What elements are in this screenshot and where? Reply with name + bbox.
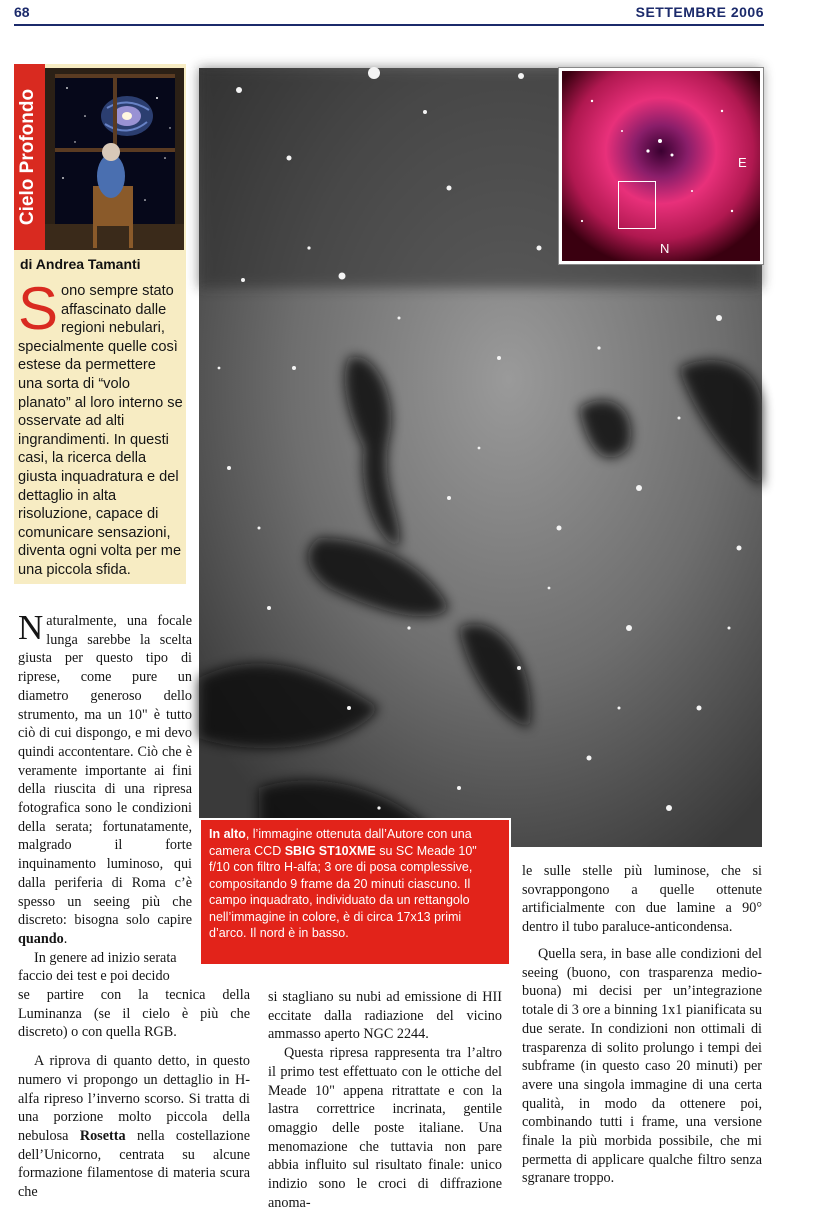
rosette-nebula-color-image [562,71,760,261]
header-rule [14,24,764,26]
photo-caption [199,818,511,966]
north-label: N [660,241,670,256]
column-3-top [522,862,762,937]
issue-date: SETTEMBRE 2006 [635,4,764,20]
east-label: E [738,155,747,170]
intro-sidebar [14,64,186,584]
body-paragraph-2-cont: se partire con la tecnica della Luminanza (se il cielo è più che discreto) o con quella RGB. [18,987,250,1041]
body-paragraph-5: Questa ripresa rappresenta tra l’altro il primo test effettuato con le ottiche del Meade 10" appena ritrattate e con la lastra correttrice incrinata, gentile omaggio delle poste italiane. Una menomazione che tuttavia non pare abbia influito sul risultato finale: unico indizio sono le croci di diffrazione anoma- [268,1045,502,1211]
body-initial: N [18,608,44,647]
column-1 [18,608,192,986]
caption-text-2: su SC Meade 10" f/10 con filtro H-alfa; 3 ore di posa complessive, compositando 9 frame da 20 minuti ciascuno. Il campo inquadrato, individuato da un rettangolo nell’immagine in colore, è di circa 17x13 primi d’arco. Il nord è in basso. [209,843,477,940]
body-paragraph-7: Quella sera, in base alle condizioni del seeing (buono, con trasparenza medio-buona) mi decisi per un’integrazione totale di 3 ore a binning 1x1 pianificata su due serate. In condizioni non ottimali di trasparenza di solito prolungo i tempi dei subframe (in questo caso 20 minuti) per avere una singola immagine di una certa qualità, in modo da ottenere poi, combinando tutti i frame, una versione finale la più morbida possibile, che mi permetta di applicare qualche filtro senza sgranare troppo. [522,946,762,1187]
caption-camera: SBIG ST10XME [284,843,376,858]
intro-dropcap: S [18,275,59,342]
intro-text: ono sempre stato affascinato dalle regioni nebulari, specialmente quelle così estese da permettere una sorta di “volo planato” al loro interno se osservate ad alti ingrandimenti. In questi casi, la ricerca della giusta inquadratura e del dettaglio in alta risoluzione, capace di comunicare sensazioni, diventa ogni volta per me una piccola sfida. [18,283,183,578]
field-of-view-rectangle [618,181,656,229]
body-paragraph-6: le sulle stelle più luminose, che si sovrappongono a quelle ottenute artificialmente con due lamine a 90° dentro il tubo paraluce-anticondensa. [522,863,762,936]
intro-paragraph [18,275,184,580]
page-header [14,0,764,26]
body-paragraph-3: A riprova di quanto detto, in questo numero vi propongo un dettaglio in H-alfa ripreso l’inverno scorso. Si tratta di una porzione molto piccola della nebulosa Rosetta nella costellazione dell’Unicorno, centrata su alcune formazione filamentose di materia scura che [18,1053,250,1201]
caption-lead: In alto [209,827,246,841]
page-number: 68 [14,4,30,20]
rubric-illustration [45,68,184,250]
author-byline: di Andrea Tamanti [20,256,141,272]
column-2 [268,988,502,1212]
column-3 [522,945,762,1188]
body-paragraph-1: Naturalmente, una focale lunga sarebbe la scelta giusta per questo tipo di riprese, come pure un diametro generoso dello strumento, ma un 10" è tutto ciò di cui dispongo, e mi devo quindi accontentare. Ciò che è veramente importante ai fini della riuscita di una ripresa fotografica sono le condizioni della serata; fortunatamente, malgrado il forte inquinamento luminoso, qui dalla periferia di Roma c’è spesso un seeing più che discreto: bisogna solo capire quando. [18,608,192,947]
caption-text-1: , l’immagine ottenuta dall’Autore con una camera CCD [209,827,472,858]
body-paragraph-4: si stagliano su nubi ad emissione di HII eccitate dalla radiazione del vicino ammasso aperto NGC 2244. [268,989,502,1043]
column-1-bottom [18,986,250,1202]
body-paragraph-2: In genere ad inizio serata faccio dei test e poi decido [18,949,177,985]
rosette-color-inset [559,68,763,264]
rubric-label: Cielo Profondo [17,88,38,226]
observer-window-illustration [45,68,184,250]
